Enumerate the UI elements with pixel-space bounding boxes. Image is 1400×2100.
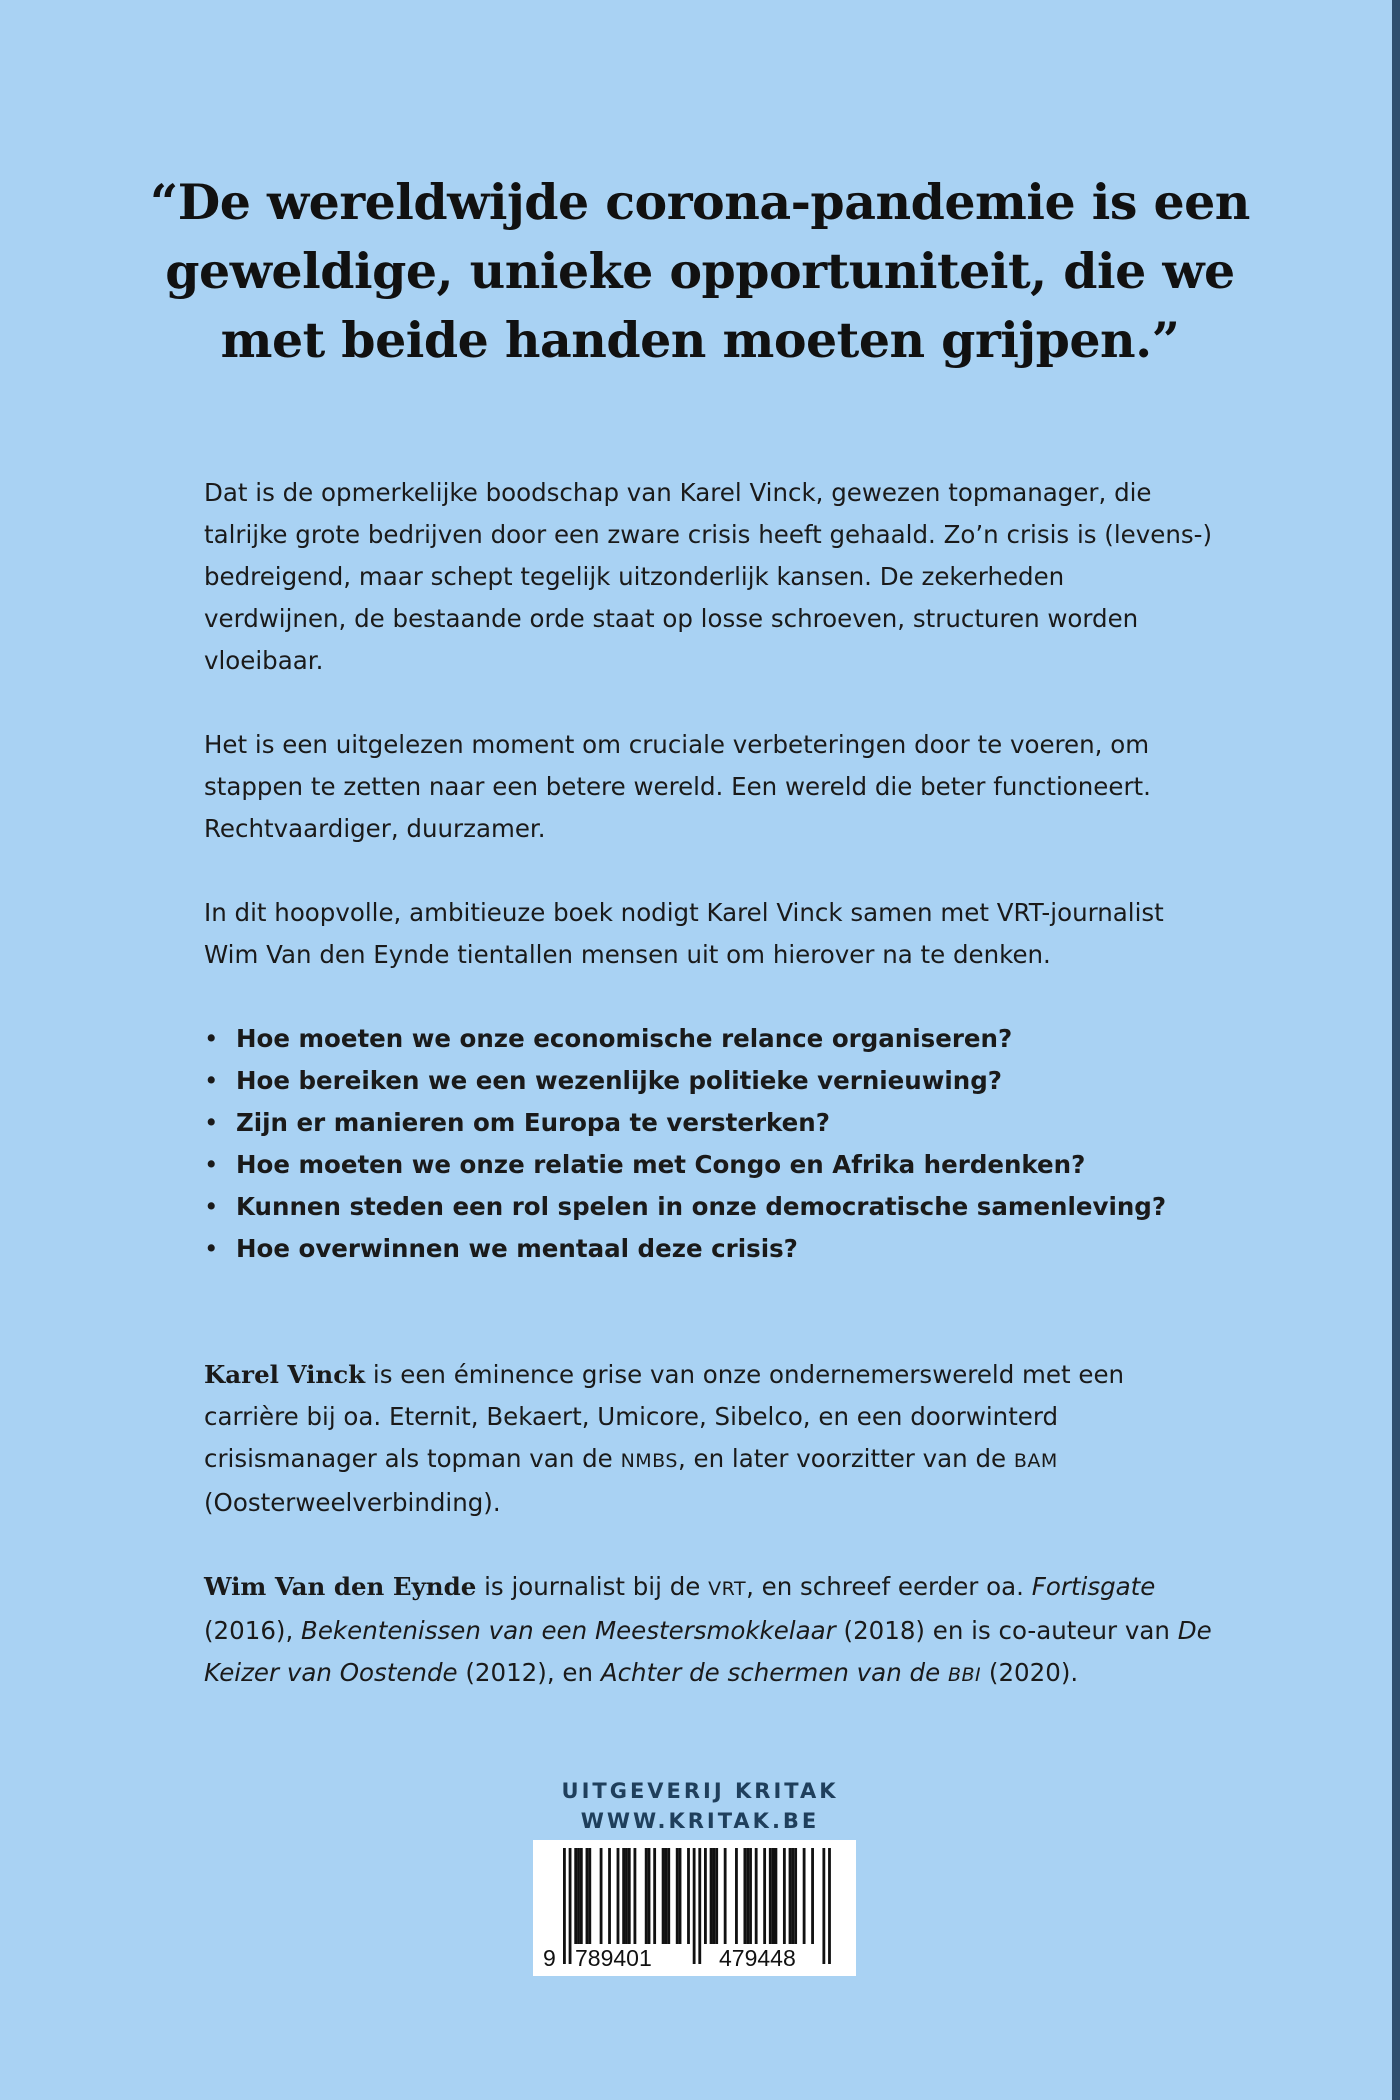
barcode-bar: [791, 1848, 794, 1944]
book-title-keizer: De Keizer van Oostende: [204, 1616, 1212, 1687]
question-list: [204, 1018, 1214, 1270]
barcode-bar: [676, 1848, 679, 1944]
barcode-bar: [645, 1848, 648, 1944]
abbr-bam: BAM: [1013, 1450, 1058, 1472]
barcode-bar: [803, 1848, 806, 1944]
barcode-guard-bar: [693, 1848, 696, 1964]
abbr-nmbs: NMBS: [620, 1450, 678, 1472]
bio-wim-van-den-eynde: [204, 1566, 1214, 1696]
cover-quote: “De wereldwijde corona-pandemie is een geweldige, unieke opportuniteit, die we met beide handen moeten grijpen.”: [150, 173, 1250, 369]
book-title-achter-de-schermen: [601, 1658, 981, 1687]
barcode-bar: [724, 1848, 727, 1944]
barcode-bar: [577, 1848, 580, 1944]
barcode-bar: [580, 1848, 583, 1944]
barcode-left-digits: 789401: [575, 1945, 652, 1971]
paragraph-book: In dit hoopvolle, ambitieuze boek nodigt Karel Vinck samen met VRT-journalist Wim Van den Eynde tientallen mensen uit om hierover na te denken.: [204, 898, 1164, 969]
barcode-bar: [634, 1848, 637, 1944]
bio-eynde-text-1: is journalist bij de: [476, 1572, 709, 1601]
question-item: • Hoe moeten we onze relatie met Congo en Afrika herdenken?: [204, 1144, 1214, 1186]
barcode-bar: [648, 1848, 651, 1944]
barcode-bar: [794, 1848, 797, 1944]
barcode-bar: [710, 1848, 713, 1944]
barcode-bar: [763, 1848, 766, 1944]
bio-eynde-text-2: , en schreef eerder oa.: [746, 1572, 1032, 1601]
barcode-bar: [617, 1848, 620, 1944]
question-item: • Zijn er manieren om Europa te versterken?: [204, 1102, 1214, 1144]
book-title-fortisgate: Fortisgate: [1031, 1572, 1156, 1601]
barcode-bar: [608, 1848, 611, 1944]
bio-vinck-text-1: is een éminence grise van onze ondernemerswereld met een carrière bij oa. Eternit, Bekaert, Umicore, Sibelco, en een doorwinterd crisismanager als topman van de: [204, 1360, 1125, 1473]
barcode-right-digits: 479448: [719, 1945, 796, 1971]
barcode-bar: [743, 1848, 746, 1944]
abbr-bbi: BBI: [947, 1664, 982, 1686]
paragraph-intro: Dat is de opmerkelijke boodschap van Karel Vinck, gewezen topmanager, die talrijke grote bedrijven door een zware crisis heeft gehaald. Zo’n crisis is (levens-) bedreigend, maar schept tegelijk uitzonderlijk kansen. De zekerheden verdwijnen, de bestaande orde staat op losse schroeven, structuren worden vloeibaar.: [204, 478, 1213, 675]
book-title-achter-text: Achter de schermen van de: [600, 1658, 948, 1687]
barcode-bar: [662, 1848, 665, 1944]
barcode-bar: [586, 1848, 589, 1944]
barcode-bar: [715, 1848, 718, 1944]
barcode-bar: [783, 1848, 786, 1944]
barcode-bar: [746, 1848, 749, 1944]
barcode-guard-bar: [822, 1848, 825, 1964]
book-title-bekentenissen: Bekentenissen van een Meestersmokkelaar: [301, 1616, 836, 1645]
barcode-bar: [704, 1848, 707, 1944]
abbr-vrt: VRT: [708, 1578, 747, 1600]
barcode-bar: [667, 1848, 670, 1944]
publisher-block: [0, 1776, 1400, 1836]
barcode-bar: [625, 1848, 628, 1944]
bio-vinck-text-2: , en later voorzitter van de: [677, 1444, 1014, 1473]
barcode-bar: [588, 1848, 591, 1944]
barcode-bar: [712, 1848, 715, 1944]
bio-eynde-text-4: (2018) en is co-auteur van: [835, 1616, 1178, 1645]
barcode-bar: [769, 1848, 772, 1944]
question-item: • Hoe bereiken we een wezenlijke politieke vernieuwing?: [204, 1060, 1214, 1102]
question-item: • Kunnen steden een rol spelen in onze democratische samenleving?: [204, 1186, 1214, 1228]
barcode-bar: [735, 1848, 738, 1944]
question-item: • Hoe moeten we onze economische relance organiseren?: [204, 1018, 1214, 1060]
barcode-bar: [811, 1848, 814, 1944]
barcode-bar: [687, 1848, 690, 1944]
barcode-bar: [628, 1848, 631, 1944]
barcode-bar: [772, 1848, 775, 1944]
author-name-vinck: Karel Vinck: [204, 1360, 366, 1389]
publisher-name: UITGEVERIJ KRITAK: [561, 1779, 839, 1803]
isbn-barcode: [533, 1840, 856, 1976]
barcode-bar: [789, 1848, 792, 1944]
barcode-bar: [653, 1848, 656, 1944]
bio-eynde-text-6: (2020).: [981, 1658, 1079, 1687]
barcode-guard-bar: [569, 1848, 572, 1964]
barcode-bar: [755, 1848, 758, 1944]
bio-vinck-text-3: (Oosterweelverbinding).: [204, 1488, 501, 1517]
barcode-guard-bar: [828, 1848, 831, 1964]
barcode-lead-digit: 9: [543, 1945, 556, 1971]
barcode-guard-bar: [698, 1848, 701, 1964]
paragraph-moment: Het is een uitgelezen moment om cruciale verbeteringen door te voeren, om stappen te zetten naar een betere wereld. Een wereld die beter functioneert. Rechtvaardiger, duurzamer.: [204, 730, 1151, 843]
barcode-bar: [679, 1848, 682, 1944]
bio-karel-vinck: [204, 1354, 1214, 1524]
barcode-bar: [749, 1848, 752, 1944]
barcode-bar: [665, 1848, 668, 1944]
blurb-content: [204, 472, 1214, 1696]
barcode-bar: [574, 1848, 577, 1944]
barcode-bar: [775, 1848, 778, 1944]
barcode-bar: [622, 1848, 625, 1944]
barcode-bar: [600, 1848, 603, 1944]
bio-eynde-text-5: (2012), en: [457, 1658, 601, 1687]
publisher-website: WWW.KRITAK.BE: [580, 1809, 820, 1833]
bio-eynde-text-3: (2016),: [204, 1616, 302, 1645]
author-name-eynde: Wim Van den Eynde: [204, 1572, 477, 1601]
barcode-guard-bar: [563, 1848, 566, 1964]
question-item: • Hoe overwinnen we mentaal deze crisis?: [204, 1228, 1214, 1270]
